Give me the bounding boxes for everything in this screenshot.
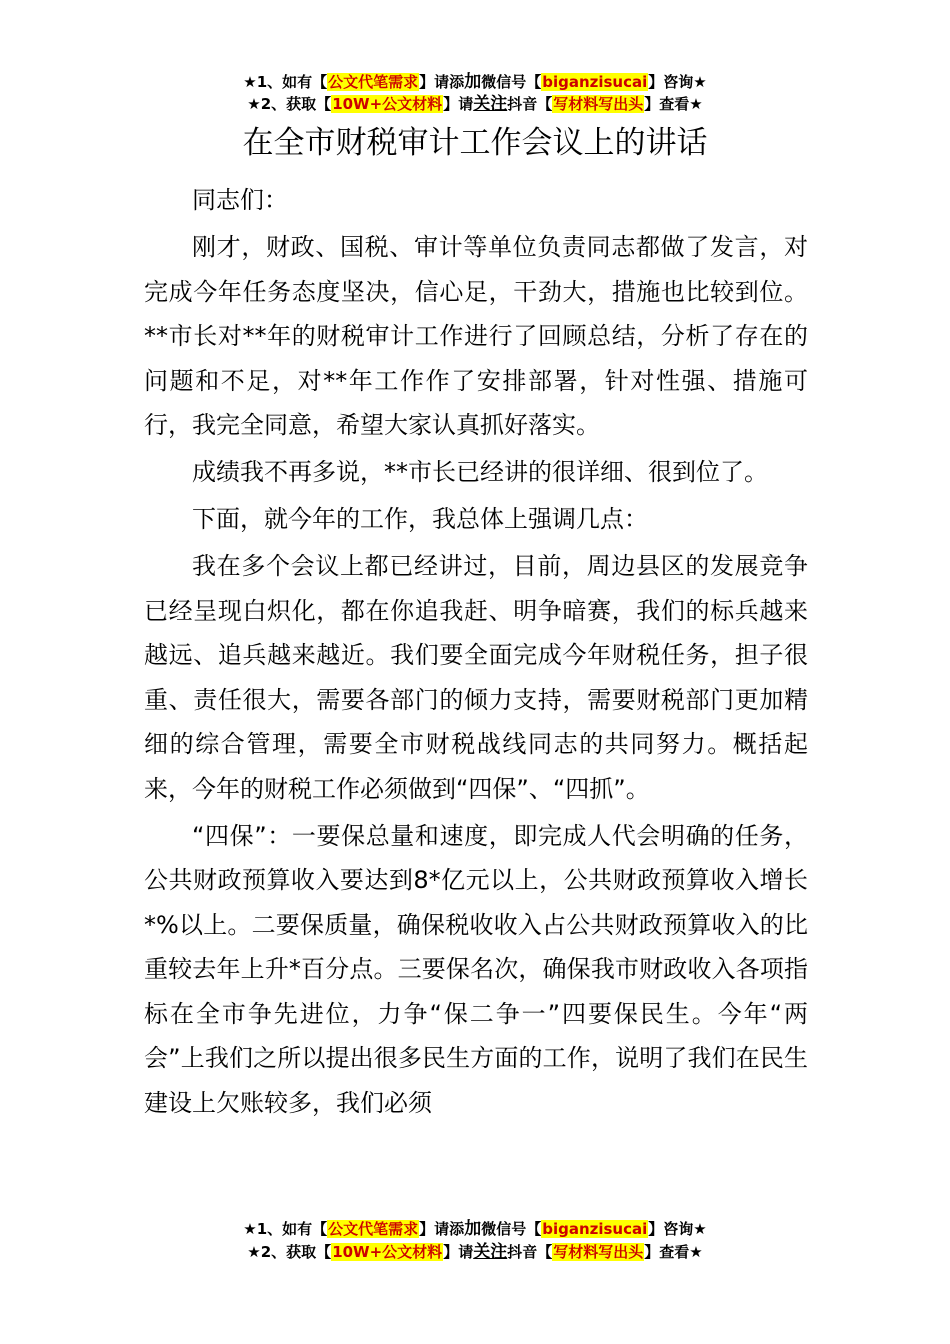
- star-icon: ★: [247, 1243, 261, 1261]
- document-body: [144, 178, 808, 1128]
- promo-highlight-wechat: biganzisucai: [542, 73, 648, 91]
- promo-line-2-bottom: ★2、获取【10W+公文材料】请关注抖音【写材料写出头】查看★: [247, 1242, 703, 1262]
- promo-highlight-materials: 10W+公文材料: [332, 1243, 443, 1261]
- promo-highlight-service: 公文代笔需求: [328, 73, 419, 91]
- paragraph: 下面，就今年的工作，我总体上强调几点：: [192, 505, 648, 533]
- paragraph: 同志们：: [192, 186, 288, 214]
- star-icon: ★: [247, 95, 261, 113]
- promo-highlight-douyin: 写材料写出头: [553, 1243, 644, 1261]
- paragraph: 成绩我不再多说，**市长已经讲的很详细、很到位了。: [192, 458, 768, 486]
- star-icon: ★: [243, 73, 257, 91]
- promo-line-1-bottom: ★1、如有【公文代笔需求】请添加微信号【biganzisucai】咨询★: [243, 1219, 707, 1239]
- promo-line-1-top: ★1、如有【公文代笔需求】请添加微信号【biganzisucai】咨询★: [243, 72, 707, 92]
- promo-highlight-service: 公文代笔需求: [328, 1220, 419, 1238]
- paragraph: “四保”：一要保总量和速度，即完成人代会明确的任务，公共财政预算收入要达到8*亿元以上，公共财政预算收入增长*%以上。二要保质量，确保税收收入占公共财政预算收入的比重较去年上升*百分点。三要保名次，确保我市财政收入各项指标在全市争先进位，力争“保二争一”四要保民生。今年“两会”上我们之所以提出很多民生方面的工作，说明了我们在民生建设上欠账较多，我们必须: [144, 821, 808, 1117]
- paragraph: 刚才，财政、国税、审计等单位负责同志都做了发言，对完成今年任务态度坚决，信心足，干劲大，措施也比较到位。**市长对**年的财税审计工作进行了回顾总结，分析了存在的问题和不足，对**年工作作了安排部署，针对性强、措施可行，我完全同意，希望大家认真抓好落实。: [144, 233, 808, 439]
- promo-highlight-douyin: 写材料写出头: [553, 95, 644, 113]
- document-title: 在全市财税审计工作会议上的讲话: [242, 125, 708, 161]
- promo-highlight-wechat: biganzisucai: [542, 1220, 648, 1238]
- promo-highlight-materials: 10W+公文材料: [332, 95, 443, 113]
- promo-line-2-top: ★2、获取【10W+公文材料】请关注抖音【写材料写出头】查看★: [247, 94, 703, 114]
- paragraph: 我在多个会议上都已经讲过，目前，周边县区的发展竞争已经呈现白炽化，都在你追我赶、明争暗赛，我们的标兵越来越远、追兵越来越近。我们要全面完成今年财税任务，担子很重、责任很大，需要各部门的倾力支持，需要财税部门更加精细的综合管理，需要全市财税战线同志的共同努力。概括起来，今年的财税工作必须做到“四保”、“四抓”。: [144, 552, 808, 803]
- star-icon: ★: [243, 1220, 257, 1238]
